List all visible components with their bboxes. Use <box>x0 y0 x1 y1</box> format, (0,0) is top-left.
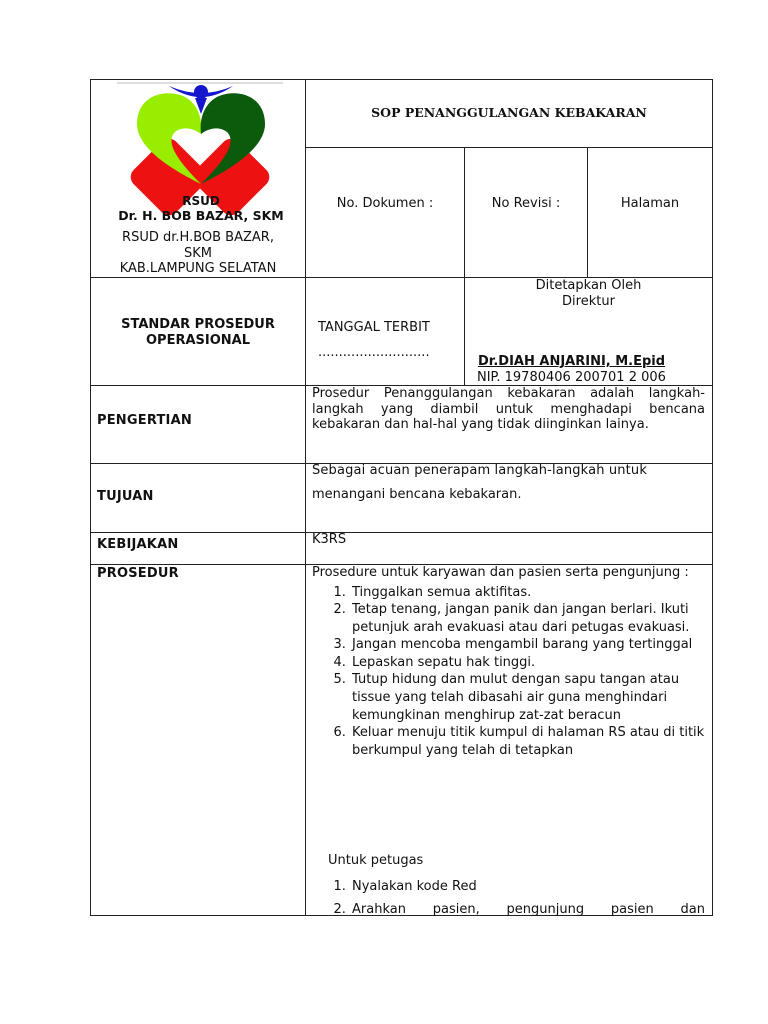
document-number-label: No. Dokumen : <box>336 196 434 211</box>
list-item: 1. Tinggalkan semua aktifitas. <box>350 584 705 602</box>
issue-date-value: ........................... <box>318 345 430 360</box>
issue-date-label: TANGGAL TERBIT <box>318 320 430 335</box>
list-item: 4. Lepaskan sepatu hak tinggi. <box>350 654 705 672</box>
hospital-name-line: RSUD dr.H.BOB BAZAR, <box>122 230 274 245</box>
list-item: 2. Tetap tenang, jangan panik dan jangan berlari. Ikuti petunjuk arah evakuasi atau dari petugas evakuasi. <box>350 601 705 636</box>
logo-text-hospital-name: Dr. H. BOB BAZAR, SKM <box>118 208 284 222</box>
pengertian-text: Prosedur Penanggulangan kebakaran adalah langkah-langkah yang diambil untuk menghadapi bencana kebakaran dan hal-hal yang tidak diinginkan lainya. <box>312 386 705 432</box>
prosedur-content <box>312 565 705 759</box>
prosedur-label: PROSEDUR <box>97 566 179 581</box>
staff-heading: Untuk petugas <box>328 853 424 868</box>
list-item: 3. Jangan mencoba mengambil barang yang tertinggal <box>350 636 705 654</box>
sop-label <box>91 317 305 348</box>
prosedur-intro: Prosedure untuk karyawan dan pasien serta pengunjung : <box>312 565 689 580</box>
director-nip: NIP. 19780406 200701 2 006 <box>477 370 666 385</box>
hospital-name-block <box>91 230 305 277</box>
hospital-location-line: KAB.LAMPUNG SELATAN <box>119 261 277 276</box>
kebijakan-text: K3RS <box>312 532 347 547</box>
tujuan-label: TUJUAN <box>97 489 154 504</box>
revision-number-label: No Revisi : <box>491 196 561 211</box>
list-item: 1. Nyalakan kode Red <box>350 875 705 898</box>
list-item: 5. Tutup hidung dan mulut dengan sapu tangan atau tissue yang telah dibasahi air guna menghindari kemungkinan menghirup zat-zat beracun <box>350 671 705 724</box>
grid-line <box>712 79 713 916</box>
list-item: 2. Arahkan pasien, pengunjung pasien dan <box>350 898 705 916</box>
director-name: Dr.DIAH ANJARINI, M.Epid <box>478 354 666 369</box>
logo-cell <box>91 80 305 277</box>
approved-by-label: Ditetapkan Oleh <box>535 278 642 293</box>
logo-text-rsud: RSUD <box>182 194 220 208</box>
page-label: Halaman <box>620 196 680 211</box>
visitor-steps-list <box>312 584 705 760</box>
staff-steps-list <box>312 875 705 916</box>
sop-label-line: OPERASIONAL <box>145 332 250 348</box>
tujuan-text-line: Sebagai acuan penerapam langkah-langkah untuk <box>312 463 647 478</box>
grid-line <box>464 147 465 385</box>
kebijakan-label: KEBIJAKAN <box>97 537 179 552</box>
document-title: SOP PENANGGULANGAN KEBAKARAN <box>371 105 647 120</box>
grid-line <box>305 147 713 148</box>
list-item: 6. Keluar menuju titik kumpul di halaman RS atau di titik berkumpul yang telah di tetapkan <box>350 724 705 759</box>
pengertian-label: PENGERTIAN <box>97 413 192 428</box>
approved-by-title: Direktur <box>562 293 615 309</box>
grid-line <box>587 147 588 277</box>
hospital-logo-icon <box>91 80 305 222</box>
staff-steps <box>312 875 705 916</box>
tujuan-text-line: menangani bencana kebakaran. <box>312 487 522 502</box>
sop-document-table <box>90 79 713 916</box>
approval-block <box>465 278 712 309</box>
hospital-name-line: SKM <box>184 245 212 261</box>
sop-label-line: STANDAR PROSEDUR <box>121 317 275 332</box>
